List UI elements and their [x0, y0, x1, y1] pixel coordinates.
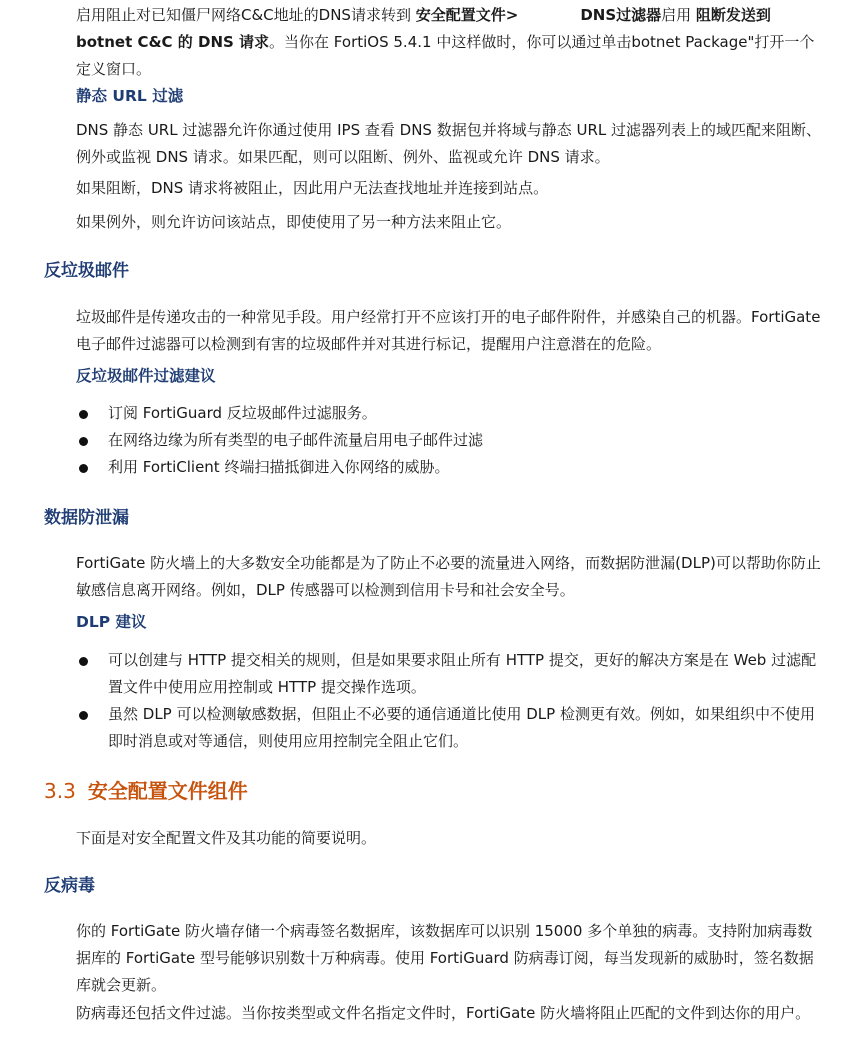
intro-text-d: 。当你在 FortiOS 5.4.1 中这样做时，你可以通过单击botnet Package"打开一个定义窗口。 [76, 33, 815, 78]
antispam-paragraph: 垃圾邮件是传递攻击的一种常见手段。用户经常打开不应该打开的电子邮件附件，并感染自己的机器。FortiGate 电子邮件过滤器可以检测到有害的垃圾邮件并对其进行标记，提醒用户注意潜在的危险。 [76, 308, 821, 353]
dlp-subheading: DLP 建议 [76, 613, 147, 631]
intro-dns-filter: DNS过滤器 [580, 6, 662, 24]
antivirus-heading: 反病毒 [44, 876, 95, 896]
static-url-paragraph-3: 如果例外，则允许访问该站点，即使使用了另一种方法来阻止它。 [76, 213, 512, 231]
static-url-paragraph-1: DNS 静态 URL 过滤器允许你通过使用 IPS 查看 DNS 数据包并将域与静态 URL 过滤器列表上的域匹配来阻断、例外或监视 DNS 请求。如果匹配，则可以阻断、例外、监视或允许 DNS 请求。 [76, 121, 822, 166]
dlp-paragraph: FortiGate 防火墙上的大多数安全功能都是为了防止不必要的流量进入网络，而数据防泄漏(DLP)可以帮助你防止敏感信息离开网络。例如，DLP 传感器可以检测到信用卡号和社会安全号。 [76, 554, 821, 599]
list-item: 在网络边缘为所有类型的电子邮件流量启用电子邮件过滤 [76, 427, 826, 454]
antispam-list [76, 400, 826, 481]
section-intro: 下面是对安全配置文件及其功能的简要说明。 [76, 829, 377, 847]
dlp-heading: 数据防泄漏 [44, 508, 129, 528]
section-title [44, 777, 248, 805]
antispam-subheading: 反垃圾邮件过滤建议 [76, 367, 216, 385]
intro-menu-path: 安全配置文件> [415, 6, 519, 24]
intro-text-c: 启用 [661, 6, 692, 24]
antivirus-paragraph-1: 你的 FortiGate 防火墙存储一个病毒签名数据库，该数据库可以识别 15000 多个单独的病毒。支持附加病毒数据库的 FortiGate 型号能够识别数十万种病毒。使用 FortiGuard 防病毒订阅，每当发现新的威胁时，签名数据库就会更新。 [76, 922, 814, 994]
intro-text-a: 启用阻止对已知僵尸网络C&C地址的DNS请求转到 [76, 6, 411, 24]
list-item: 利用 FortiClient 终端扫描抵御进入你网络的威胁。 [76, 454, 826, 481]
static-url-paragraph-2: 如果阻断，DNS 请求将被阻止，因此用户无法查找地址并连接到站点。 [76, 179, 549, 197]
static-url-heading: 静态 URL 过滤 [76, 87, 184, 105]
intro-block-botnet: 阻断发送到 botnet C&C 的 DNS 请求 [76, 6, 771, 51]
antispam-heading: 反垃圾邮件 [44, 261, 129, 281]
section-number: 3.3 [44, 779, 76, 803]
section-title-text: 安全配置文件组件 [87, 779, 248, 803]
list-item: 可以创建与 HTTP 提交相关的规则，但是如果要求阻止所有 HTTP 提交，更好的解决方案是在 Web 过滤配置文件中使用应用控制或 HTTP 提交操作选项。 [76, 647, 826, 701]
list-item: 订阅 FortiGuard 反垃圾邮件过滤服务。 [76, 400, 826, 427]
list-item: 虽然 DLP 可以检测敏感数据，但阻止不必要的通信通道比使用 DLP 检测更有效。例如，如果组织中不使用即时消息或对等通信，则使用应用控制完全阻止它们。 [76, 701, 826, 755]
antivirus-paragraph-2: 防病毒还包括文件过滤。当你按类型或文件名指定文件时，FortiGate 防火墙将阻止匹配的文件到达你的用户。 [76, 1004, 811, 1022]
intro-paragraph [76, 2, 826, 83]
dlp-list [76, 647, 826, 755]
